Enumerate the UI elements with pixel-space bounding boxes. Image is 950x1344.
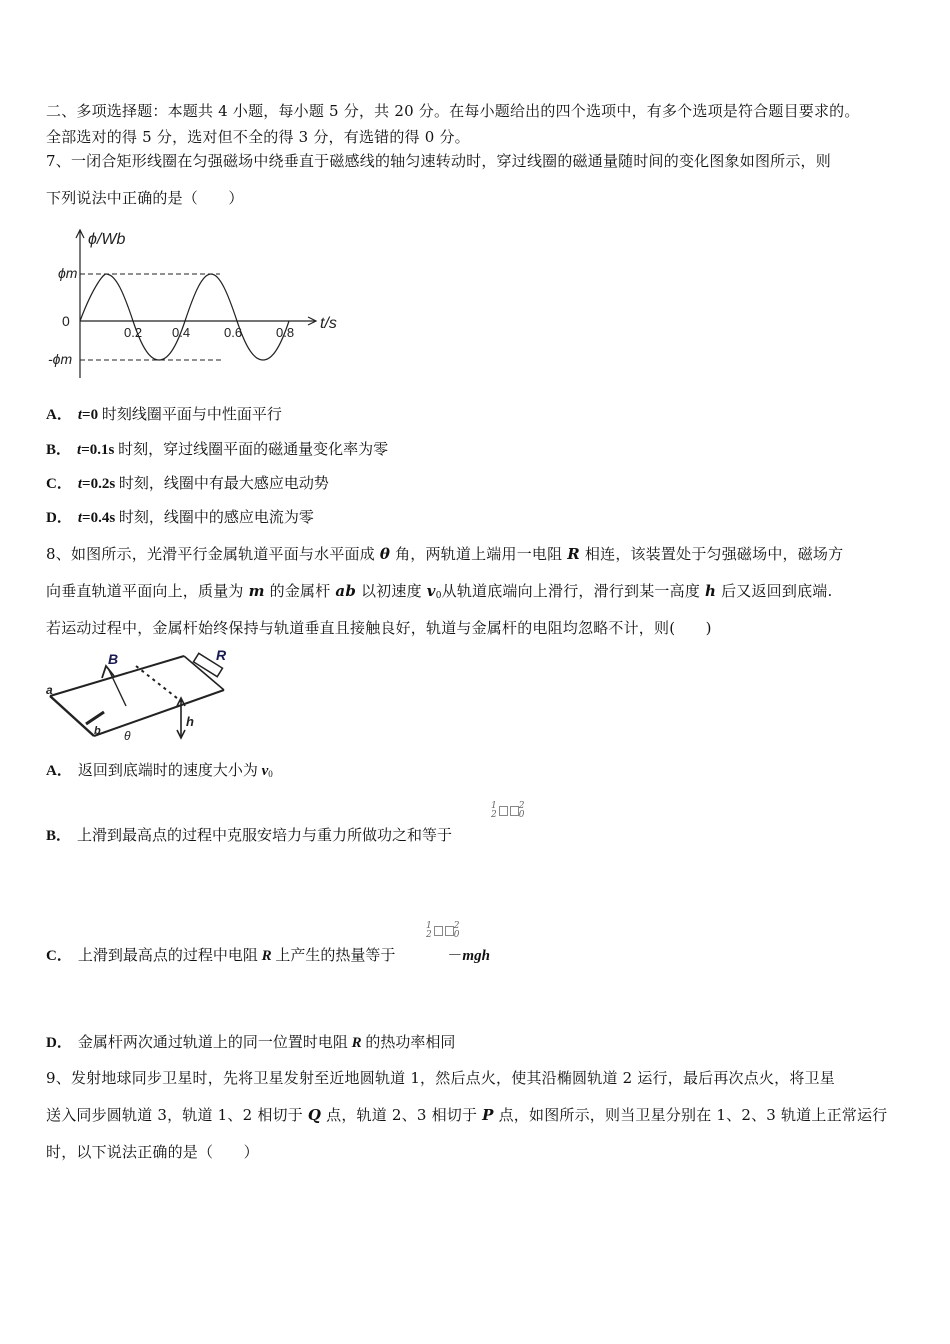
section-header-line1: 二、多项选择题：本题共 4 小题，每小题 5 分，共 20 分。在每小题给出的四个选项中，有多个选项是符合题目要求的。	[46, 102, 860, 120]
q9-stem-line2: 送入同步圆轨道 3，轨道 1、2 相切于 Q 点，轨道 2、3 相切于 P 点，如图所示，则当卫星分别在 1、2、3 轨道上正常运行	[46, 1106, 888, 1124]
label-R: R	[216, 647, 227, 663]
q7-stem-line1: 7、一闭合矩形线圈在匀强磁场中绕垂直于磁感线的轴匀速转动时，穿过线圈的磁通量随时间的变化图象如图所示，则	[46, 152, 831, 170]
q8-option-a[interactable]: A． 返回到底端时的速度大小为 $v_0$	[46, 763, 273, 779]
q8-option-b-formula: 1 22 0	[491, 801, 525, 820]
missing-glyph-v	[445, 926, 454, 936]
missing-glyph-m	[434, 926, 443, 936]
q7-option-d[interactable]: D． t=0.4s 时刻，线圈中的感应电流为零	[46, 510, 314, 526]
section-header-line2: 全部选对的得 5 分，选对但不全的得 3 分，有选错的得 0 分。	[46, 128, 470, 146]
q8-option-c-formula: 1 22 0	[426, 921, 460, 940]
q7-flux-graph	[44, 224, 354, 380]
q7-option-a[interactable]: A． t=0 时刻线圈平面与中性面平行	[46, 407, 282, 423]
q7-option-c[interactable]: C． t=0.2s 时刻，线圈中有最大感应电动势	[46, 476, 329, 492]
missing-glyph-v	[510, 806, 519, 816]
q7-option-b[interactable]: B． t=0.1s 时刻，穿过线圈平面的磁通量变化率为零	[46, 442, 389, 458]
graph-ymax-label: ϕm	[58, 265, 78, 281]
label-b: b	[94, 725, 101, 737]
graph-origin-label: 0	[62, 313, 70, 329]
graph-x-tick-0.4: 0.4	[172, 325, 191, 340]
label-theta: θ	[124, 729, 131, 742]
graph-y-axis-label: ϕ/Wb	[88, 231, 126, 248]
graph-ymin-label: -ϕm	[48, 351, 73, 367]
graph-x-tick-0.8: 0.8	[276, 325, 295, 340]
q8-stem-line3: 若运动过程中，金属杆始终保持与轨道垂直且接触良好，轨道与金属杆的电阻均忽略不计，则( )	[46, 619, 712, 637]
label-B: B	[108, 651, 119, 667]
q9-stem-line1: 9、发射地球同步卫星时，先将卫星发射至近地圆轨道 1，然后点火，使其沿椭圆轨道 2 运行，最后再次点火，将卫星	[46, 1069, 835, 1087]
label-h: h	[186, 714, 194, 729]
graph-x-tick-0.6: 0.6	[224, 325, 243, 340]
q9-stem-line3: 时，以下说法正确的是（ ）	[46, 1143, 259, 1161]
q8-stem-line1: 8、如图所示，光滑平行金属轨道平面与水平面成 θ 角，两轨道上端用一电阻 R 相连，该装置处于匀强磁场中，磁场方	[46, 545, 844, 563]
missing-glyph-m	[499, 806, 508, 816]
label-a: a	[46, 683, 53, 697]
q8-option-d[interactable]: D． 金属杆两次通过轨道上的同一位置时电阻 R 的热功率相同	[46, 1035, 456, 1051]
q8-option-c[interactable]: C． 上滑到最高点的过程中电阻 R 上产生的热量等于 －mgh	[46, 948, 490, 964]
graph-x-tick-0.2: 0.2	[124, 325, 143, 340]
q8-inclined-rail-diagram	[44, 646, 234, 742]
q8-option-b[interactable]: B． 上滑到最高点的过程中克服安培力与重力所做功之和等于	[46, 828, 453, 844]
q8-stem-line2: 向垂直轨道平面向上，质量为 m 的金属杆 ab 以初速度 $v_0$从轨道底端向上滑行，滑行到某一高度 h 后又返回到底端.	[46, 582, 833, 601]
q7-stem-line2: 下列说法中正确的是（ ）	[46, 189, 244, 207]
graph-x-axis-label: t/s	[320, 315, 337, 332]
